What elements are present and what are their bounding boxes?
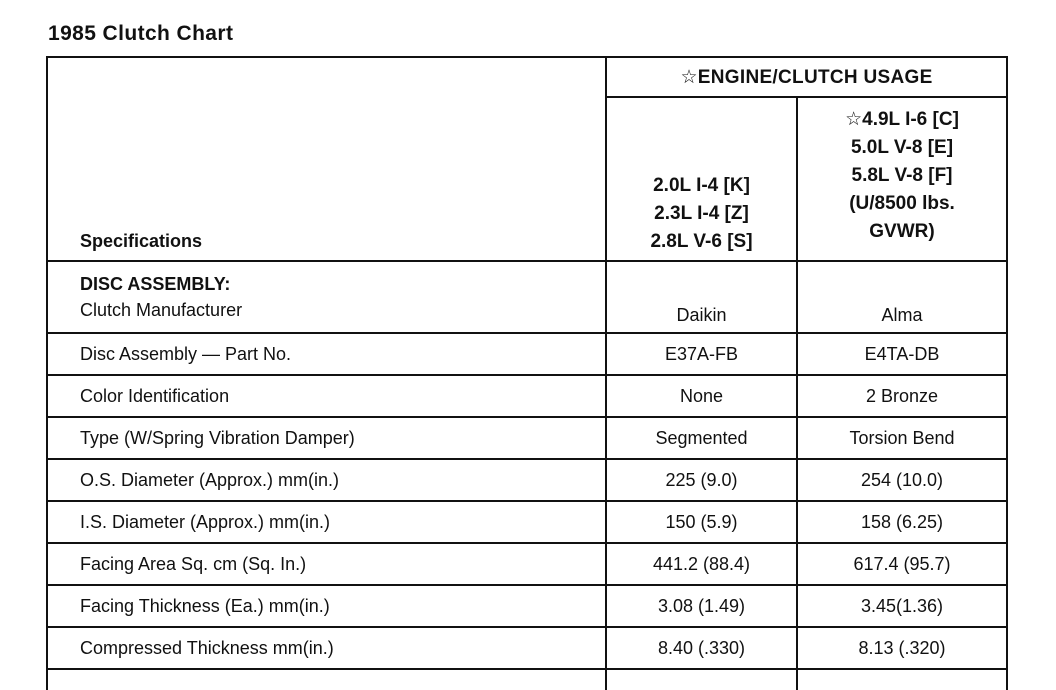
row-value-col2: 8.13 (.320)	[797, 627, 1007, 669]
engine-line: 2.0L I-4 [K]	[653, 175, 750, 196]
row-label	[47, 261, 606, 333]
row-label: O.S. Diameter (Approx.) mm(in.)	[47, 459, 606, 501]
row-cell-empty	[47, 669, 606, 690]
engine-line: 2.3L I-4 [Z]	[654, 203, 749, 224]
engine-column-2	[797, 97, 1007, 261]
row-label-text: Clutch Manufacturer	[80, 300, 243, 320]
row-value-col2: 158 (6.25)	[797, 501, 1007, 543]
row-value-col2: 254 (10.0)	[797, 459, 1007, 501]
engine-clutch-usage-header: ☆ENGINE/CLUTCH USAGE	[606, 57, 1007, 97]
engine-line: GVWR)	[869, 221, 935, 242]
row-value-col1: 3.08 (1.49)	[606, 585, 797, 627]
row-value-col2: Torsion Bend	[797, 417, 1007, 459]
table-row-cutoff	[47, 669, 1007, 690]
specifications-header: Specifications	[47, 57, 606, 261]
row-label: Disc Assembly — Part No.	[47, 333, 606, 375]
table-row	[47, 417, 1007, 459]
clutch-spec-table	[46, 56, 1008, 690]
engine-line: 5.0L V-8 [E]	[850, 137, 954, 158]
engine-line: 5.8L V-8 [F]	[851, 165, 953, 186]
table-row	[47, 585, 1007, 627]
row-value-col1: 8.40 (.330)	[606, 627, 797, 669]
table-row	[47, 333, 1007, 375]
row-value-col1: E37A-FB	[606, 333, 797, 375]
table-header-row	[47, 57, 1007, 97]
engine-line: (U/8500 lbs.	[849, 193, 955, 214]
table-row	[47, 375, 1007, 417]
row-value-col1: 225 (9.0)	[606, 459, 797, 501]
table-row	[47, 501, 1007, 543]
chart-title: 1985 Clutch Chart	[48, 22, 234, 45]
row-label: Facing Thickness (Ea.) mm(in.)	[47, 585, 606, 627]
row-label: Type (W/Spring Vibration Damper)	[47, 417, 606, 459]
engine-line: 2.8L V-6 [S]	[650, 231, 753, 252]
row-label: Color Identification	[47, 375, 606, 417]
table-row	[47, 459, 1007, 501]
row-value-col2: 3.45(1.36)	[797, 585, 1007, 627]
engine-line: ☆4.9L I-6 [C]	[845, 109, 959, 130]
row-value-col1: 150 (5.9)	[606, 501, 797, 543]
row-label: Compressed Thickness mm(in.)	[47, 627, 606, 669]
row-value-col2: E4TA-DB	[797, 333, 1007, 375]
row-value-col2: Alma	[797, 261, 1007, 333]
table-row	[47, 627, 1007, 669]
row-value-col1: Daikin	[606, 261, 797, 333]
row-label: I.S. Diameter (Approx.) mm(in.)	[47, 501, 606, 543]
engine-column-1	[606, 97, 797, 261]
row-value-col1: 441.2 (88.4)	[606, 543, 797, 585]
row-value-col2: 2 Bronze	[797, 375, 1007, 417]
row-value-col1: None	[606, 375, 797, 417]
table-row	[47, 261, 1007, 333]
disc-assembly-section-header: DISC ASSEMBLY:	[80, 274, 231, 294]
row-cell-empty	[606, 669, 797, 690]
row-value-col2: 617.4 (95.7)	[797, 543, 1007, 585]
row-cell-empty	[797, 669, 1007, 690]
table-row	[47, 543, 1007, 585]
row-label: Facing Area Sq. cm (Sq. In.)	[47, 543, 606, 585]
row-value-col1: Segmented	[606, 417, 797, 459]
